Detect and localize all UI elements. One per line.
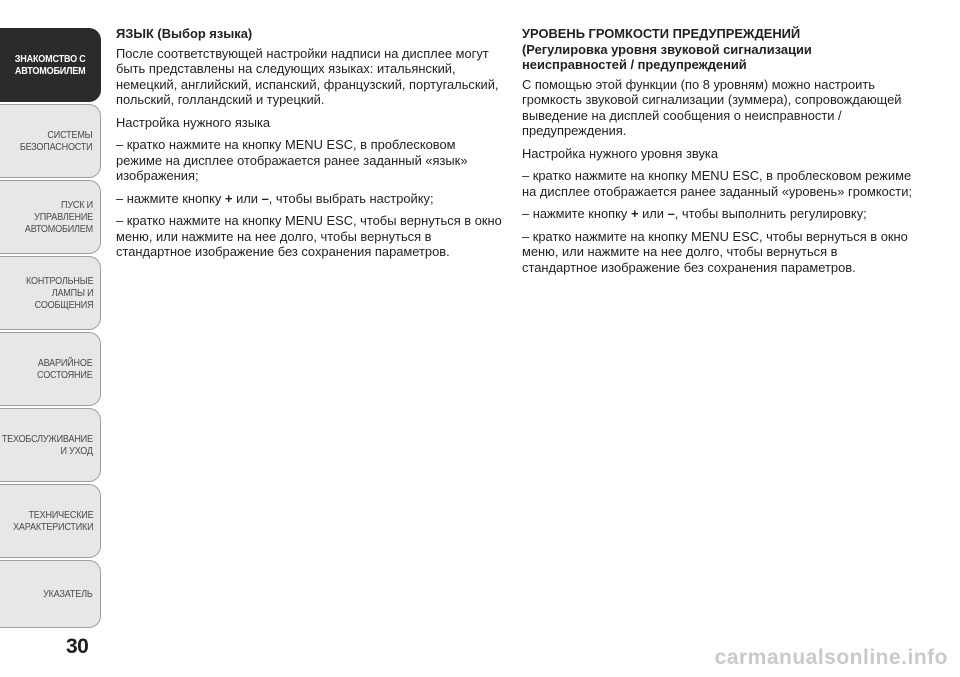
tab-label: КОНТРОЛЬНЫЕ ЛАМПЫ И СООБЩЕНИЯ [25, 275, 93, 311]
language-step-1: – кратко нажмите на кнопку MENU ESC, в проблесковом режиме на дисплее отображается ранее заданный «язык» изображения; [116, 137, 468, 183]
minus-symbol: – [667, 206, 675, 221]
tab-index[interactable] [0, 560, 101, 628]
warning-volume-section [522, 26, 912, 282]
volume-subheading: Настройка нужного уровня звука [522, 145, 719, 161]
step-text: или [638, 206, 668, 221]
language-subheading: Настройка нужного языка [116, 114, 271, 130]
language-section [116, 26, 502, 267]
step-text: , чтобы выбрать настройку; [268, 190, 434, 206]
tab-maintenance[interactable] [0, 408, 101, 482]
volume-step-3: – кратко нажмите на кнопку MENU ESC, чтобы вернуться в окно меню, или нажмите на нее долго, чтобы вернуться в стандартное изображение без сохранения параметров. [522, 228, 908, 275]
volume-step-2 [522, 206, 912, 222]
volume-heading [522, 26, 912, 73]
tab-safety-systems[interactable] [0, 104, 101, 178]
volume-intro: С помощью этой функции (по 8 уровням) можно настроить громкость звуковой сигнализации (зуммера), сопровождающей выведение на дисплей сообщения о неисправности /предупреждения. [522, 76, 902, 138]
watermark: carmanualsonline.info [714, 646, 948, 669]
tab-label: УКАЗАТЕЛЬ [43, 588, 93, 600]
tab-label: СИСТЕМЫ БЕЗОПАСНОСТИ [20, 129, 93, 153]
language-step-3: – кратко нажмите на кнопку MENU ESC, чтобы вернуться в окно меню, или нажмите на нее долго, чтобы вернуться в стандартное изображение без сохранения параметров. [116, 213, 502, 259]
volume-step-1: – кратко нажмите на кнопку MENU ESC, в проблесковом режиме на дисплее отображается ранее заданный «уровень» громкости; [522, 168, 912, 199]
language-intro: После соответствующей настройки надписи на дисплее могут быть представлены на следующих языках: итальянский, немецкий, английский, испанский, французский, португальский, польский, голландский и турецкий. [116, 45, 499, 107]
tab-warning-lights[interactable] [0, 256, 101, 330]
step-text: или [232, 190, 262, 206]
volume-heading-subtitle: (Регулировка уровня звуковой сигнализации неисправностей / предупреждений [522, 41, 812, 72]
tab-technical-specs[interactable] [0, 484, 101, 558]
step-text: , чтобы выполнить регулировку; [674, 206, 867, 221]
plus-symbol: + [224, 190, 233, 206]
tab-label: ЗНАКОМСТВО С АВТОМОБИЛЕМ [14, 53, 86, 77]
language-heading: ЯЗЫК (Выбор языка) [116, 26, 253, 41]
tab-emergency[interactable] [0, 332, 101, 406]
step-text: – нажмите кнопку [116, 190, 225, 206]
tab-label: АВАРИЙНОЕ СОСТОЯНИЕ [37, 357, 93, 381]
minus-symbol: – [261, 190, 269, 206]
tab-label: ТЕХНИЧЕСКИЕ ХАРАКТЕРИСТИКИ [12, 509, 93, 533]
tab-label: ПУСК И УПРАВЛЕНИЕ АВТОМОБИЛЕМ [24, 199, 93, 235]
chapter-tabs [0, 0, 102, 640]
tab-starting-driving[interactable] [0, 180, 101, 254]
language-step-2 [116, 191, 502, 207]
tab-label: ТЕХОБСЛУЖИВАНИЕ И УХОД [1, 433, 93, 457]
page-number: 30 [66, 635, 89, 658]
plus-symbol: + [630, 206, 639, 221]
tab-getting-to-know-car[interactable] [0, 28, 101, 102]
step-text: – нажмите кнопку [522, 206, 631, 221]
volume-heading-title: УРОВЕНЬ ГРОМКОСТИ ПРЕДУПРЕЖДЕНИЙ [522, 26, 801, 41]
